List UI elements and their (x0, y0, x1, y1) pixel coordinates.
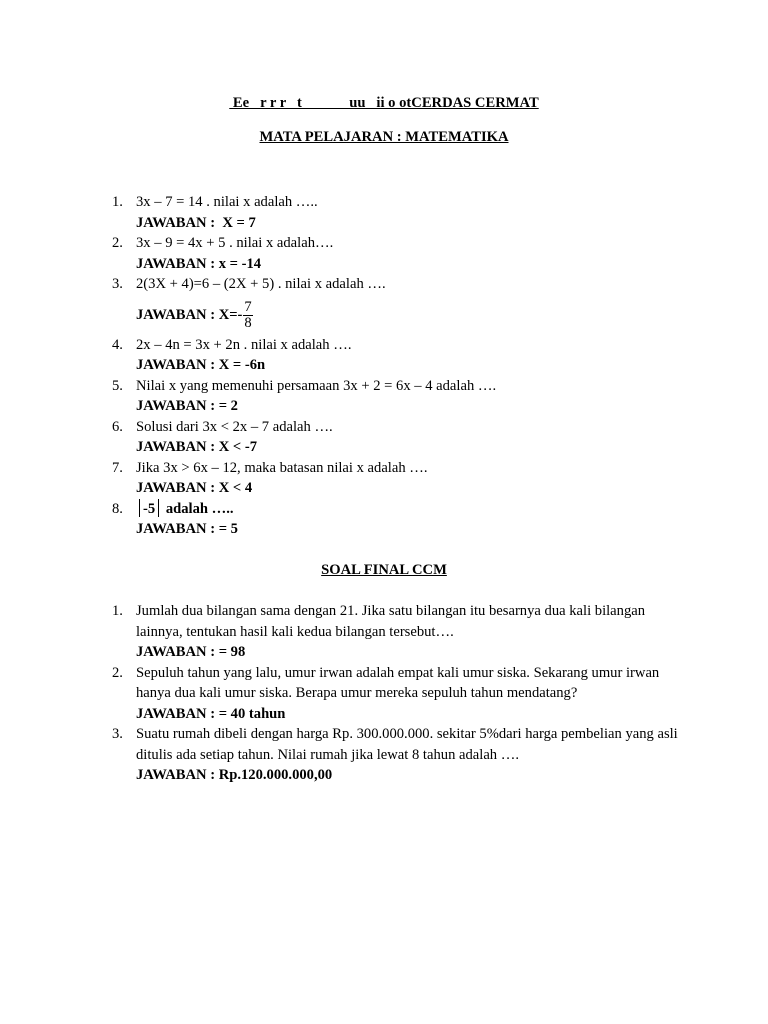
item-number: 3. (112, 726, 123, 742)
item-number: 4. (112, 336, 123, 353)
document-subtitle: MATA PELAJARAN : MATEMATIKA (259, 129, 509, 145)
answer-text: JAWABAN : = 2 (136, 398, 238, 414)
item-number: 8. (112, 500, 123, 517)
question-text: 2x – 4n = 3x + 2n . nilai x adalah …. (136, 336, 352, 353)
list-item (112, 335, 682, 376)
question-text: Nilai x yang memenuhi persamaan 3x + 2 = 6x – 4 adalah …. (136, 377, 497, 394)
question-text: 3x – 7 = 14 . nilai x adalah ….. (136, 194, 318, 210)
list-item (112, 663, 682, 725)
list-item (112, 724, 682, 786)
abs-bar-left (139, 499, 140, 517)
document-title: Ee r r r t uu ii o otCERDAS CERMAT (229, 95, 539, 111)
fraction-numerator: 7 (244, 298, 252, 315)
abs-value: -5 (143, 500, 156, 517)
question-text: Jika 3x > 6x – 12, maka batasan nilai x adalah …. (136, 459, 428, 476)
answer-text: JAWABAN : = 98 (136, 644, 246, 660)
answer-text: JAWABAN : X = -6n (136, 357, 266, 373)
question-text: Suatu rumah dibeli dengan harga Rp. 300.000.000. sekitar 5%dari harga pembelian yang asli ditulis ada setiap tahun. Nilai rumah jika lewat 8 tahun adalah …. (136, 726, 678, 763)
list-item (112, 376, 682, 417)
question-text: 2(3X + 4)=6 – (2X + 5) . nilai x adalah …. (136, 276, 386, 292)
list-item (112, 417, 682, 458)
item-number: 3. (112, 276, 123, 292)
answer-text: JAWABAN : X < 4 (136, 480, 253, 496)
question-text: Jumlah dua bilangan sama dengan 21. Jika satu bilangan itu besarnya dua kali bilangan lainnya, tentukan hasil kali kedua bilangan tersebut…. (136, 603, 646, 640)
answer-with-fraction (136, 295, 682, 335)
item-number: 1. (112, 194, 123, 210)
list-item (112, 499, 682, 540)
item-number: 5. (112, 377, 123, 394)
answer-text: JAWABAN : x = -14 (136, 255, 262, 272)
list-item (112, 233, 682, 274)
fraction-denominator: 8 (244, 314, 252, 331)
absolute-value-question (136, 499, 682, 520)
item-number: 2. (112, 235, 123, 251)
question-text: 3x – 9 = 4x + 5 . nilai x adalah…. (136, 235, 334, 251)
answer-text: JAWABAN : X < -7 (136, 439, 258, 455)
answer-text: JAWABAN : = 40 tahun (136, 705, 286, 722)
question-text: Sepuluh tahun yang lalu, umur irwan adalah empat kali umur siska. Sekarang umur irwan hanya dua kali umur siska. Berapa umur mereka sepuluh tahun mendatang? (136, 664, 660, 701)
item-number: 7. (112, 459, 123, 476)
question-list-1 (112, 192, 682, 540)
answer-text: JAWABAN : Rp.120.000.000,00 (136, 767, 333, 783)
item-number: 1. (112, 603, 123, 619)
list-item (112, 192, 682, 233)
question-list-2 (112, 601, 682, 786)
question-text: adalah ….. (165, 500, 234, 517)
abs-bar-right (158, 499, 159, 517)
section-title: SOAL FINAL CCM (321, 562, 447, 578)
answer-text: JAWABAN : X = 7 (136, 214, 256, 231)
item-number: 6. (112, 418, 123, 435)
fraction (243, 300, 252, 331)
list-item (112, 601, 682, 663)
list-item (112, 274, 682, 335)
item-number: 2. (112, 664, 123, 681)
answer-text: JAWABAN : X=- (136, 306, 243, 323)
question-text: Solusi dari 3x < 2x – 7 adalah …. (136, 418, 333, 435)
answer-text: JAWABAN : = 5 (136, 521, 238, 537)
list-item (112, 458, 682, 499)
